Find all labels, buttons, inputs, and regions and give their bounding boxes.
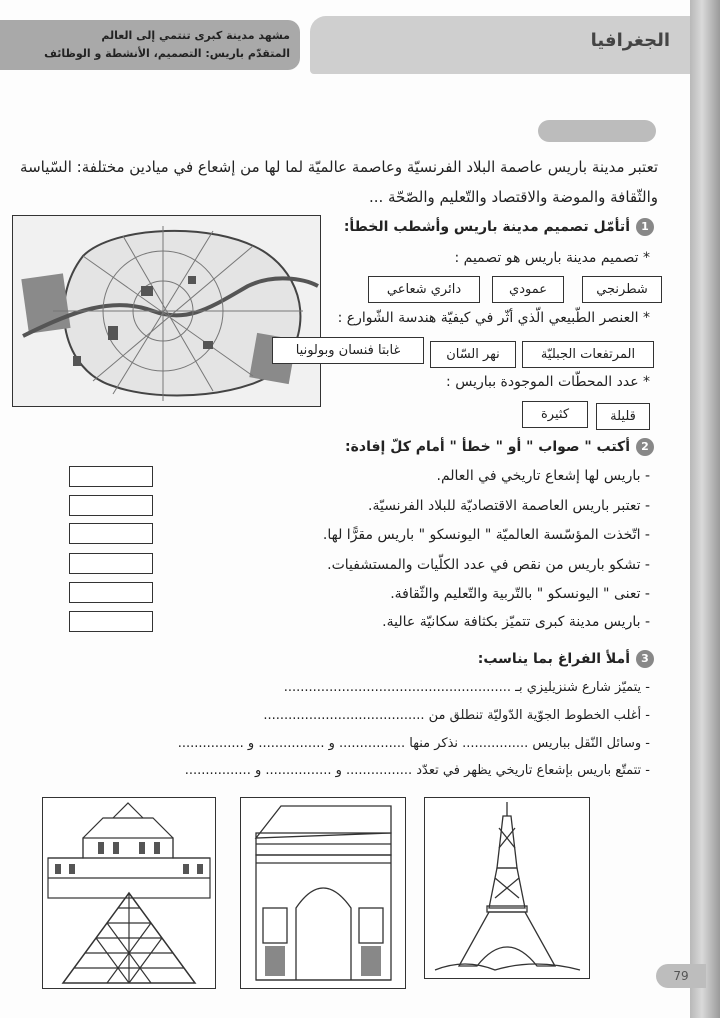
- page-header: [0, 16, 690, 74]
- answer-box[interactable]: [69, 611, 153, 632]
- q3-item: - تتمتّع باريس بإشعاع تاريخي يظهر في تعدّد ................ و ................ و ................: [184, 763, 650, 778]
- q3-title: [478, 650, 654, 668]
- louvre-image: [42, 797, 216, 989]
- eiffel-tower-image: [424, 797, 590, 979]
- arc-de-triomphe-drawing: [241, 798, 405, 988]
- q2-title-text: أكتب " صواب " أو " خطأ " أمام كلّ إفادة:: [345, 439, 630, 455]
- q1-title-text: أتأمّل تصميم مدينة باريس وأشطب الخطأ:: [343, 219, 630, 235]
- q1-option-2-2[interactable]: نهر السّان: [430, 341, 516, 368]
- q2-title: [345, 438, 654, 456]
- page-edge: [690, 0, 720, 1018]
- q3-item: - يتميّز شارع شنزيليزي بـ .......................................................: [283, 680, 650, 695]
- answer-box[interactable]: [69, 523, 153, 544]
- q1-option-3-1[interactable]: قليلة: [596, 403, 650, 430]
- q1-statement-3: * عدد المحطّات الموجودة بباريس :: [446, 374, 650, 390]
- intro-paragraph: تعتبر مدينة باريس عاصمة البلاد الفرنسيّة وعاصمة عالميّة لما لها من إشعاع في ميادين مختلفة: السّياسة والثّقافة والموضة والاقتصاد والتّعليم والصّحّة ...: [20, 158, 658, 206]
- q2-item: - باريس لها إشعاع تاريخي في العالم.: [436, 468, 650, 484]
- lesson-title-box: [0, 20, 300, 70]
- answer-box[interactable]: [69, 495, 153, 516]
- arc-de-triomphe-image: [240, 797, 406, 989]
- q1-option-1-3[interactable]: دائري شعاعي: [368, 276, 480, 303]
- paris-map: [12, 215, 321, 407]
- section-banner: [538, 120, 656, 142]
- answer-box[interactable]: [69, 553, 153, 574]
- q3-title-text: أملأ الفراغ بما يناسب:: [477, 651, 630, 667]
- q2-number: 2: [636, 438, 654, 456]
- q3-item: - وسائل النّقل بباريس ................ نذكر منها ................ و ................ و ................: [177, 736, 650, 751]
- q1-option-3-2[interactable]: كثيرة: [522, 401, 588, 428]
- louvre-drawing: [43, 798, 215, 988]
- q3-item: - أغلب الخطوط الجوّية الدّوليّة تنطلق من .......................................: [263, 708, 650, 723]
- q2-item: - تعنى " اليونسكو " بالتّربية والتّعليم والثّقافة.: [390, 586, 650, 602]
- q2-item: - تشكو باريس من نقص في عدد الكلّيات والمستشفيات.: [327, 557, 650, 573]
- q2-item: - باريس مدينة كبرى تتميّز بكثافة سكانيّة عالية.: [382, 614, 650, 630]
- lesson-title-line1: مشهد مدينة كبرى تنتمي إلى العالم: [101, 29, 290, 42]
- q1-statement-2: * العنصر الطّبيعي الّذي أثّر في كيفيّة هندسة الشّوارع :: [337, 310, 650, 326]
- paris-map-drawing: [13, 216, 320, 406]
- q3-number: 3: [636, 650, 654, 668]
- q1-statement-1: * تصميم مدينة باريس هو تصميم :: [454, 250, 650, 266]
- q1-option-1-1[interactable]: شطرنجي: [582, 276, 662, 303]
- lesson-title-line2: المتقدّم باريس: التصميم، الأنشطة و الوظائف: [44, 47, 290, 60]
- answer-box[interactable]: [69, 582, 153, 603]
- q1-title: [344, 218, 654, 236]
- subject-box: [310, 16, 690, 74]
- subject-title: الجغرافيا: [590, 30, 670, 51]
- q2-item: - تعتبر باريس العاصمة الاقتصاديّة للبلاد الفرنسيّة.: [368, 498, 650, 514]
- answer-box[interactable]: [69, 466, 153, 487]
- page-number: 79: [656, 964, 706, 988]
- eiffel-tower-drawing: [425, 798, 589, 978]
- q1-option-1-2[interactable]: عمودي: [492, 276, 564, 303]
- q1-option-2-1[interactable]: المرتفعات الجبليّة: [522, 341, 654, 368]
- q1-option-2-3[interactable]: غابتا فنسان وبولونيا: [272, 337, 424, 364]
- q1-number: 1: [636, 218, 654, 236]
- q2-item: - اتّخذت المؤسّسة العالميّة " اليونسكو " باريس مقرًّا لها.: [322, 527, 650, 543]
